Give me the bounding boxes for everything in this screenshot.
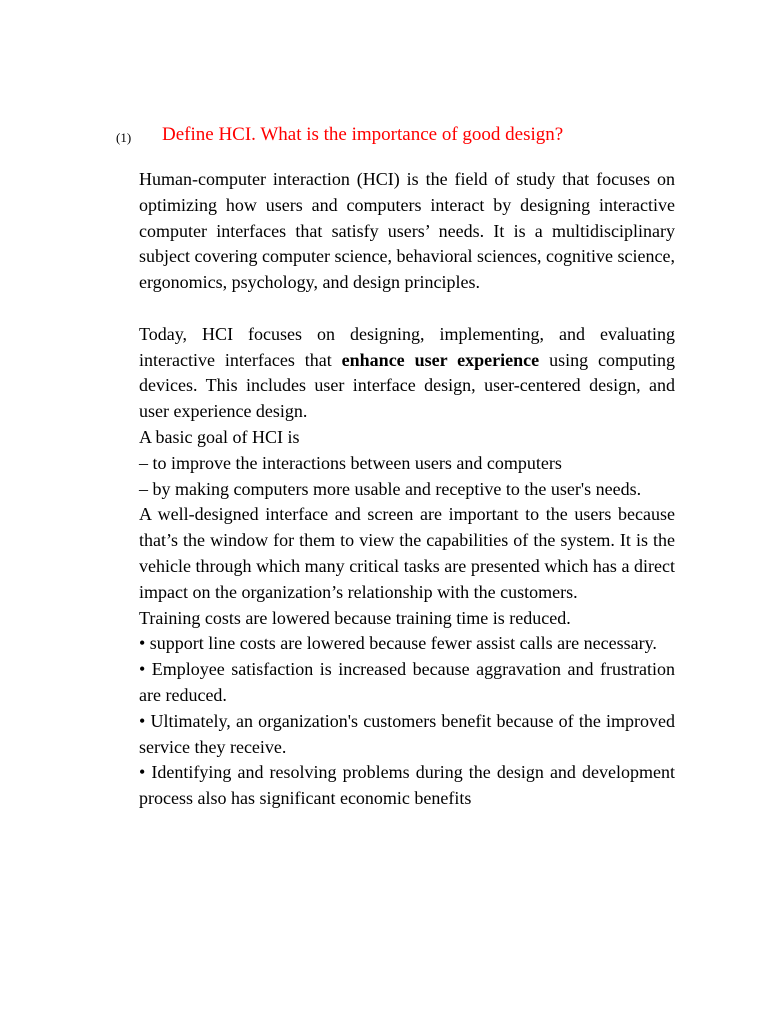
today-text-start: Today, HCI focuses on designing, implementing, and evaluating interactive interfaces that (139, 323, 675, 370)
answer-body (139, 167, 675, 812)
emphasis-text: enhance user experience (341, 349, 540, 370)
today-paragraph (139, 322, 675, 425)
bullet-item: • support line costs are lowered because fewer assist calls are necessary. (139, 633, 657, 654)
bullet-item: • Identifying and resolving problems during the design and development process also has significant economic benefits (139, 762, 675, 809)
bullet-item: • Employee satisfaction is increased because aggravation and frustration are reduced. (139, 659, 675, 705)
goal-item-2: – by making computers more usable and receptive to the user's needs. (139, 478, 642, 499)
training-costs-line: Training costs are lowered because training time is reduced. (139, 607, 571, 628)
question-number: (1) (116, 130, 132, 145)
goal-intro: A basic goal of HCI is (139, 426, 300, 447)
question-heading (116, 122, 716, 152)
question-text: Define HCI. What is the importance of good design? (162, 124, 564, 145)
today-text-end: using computing devices. This includes user interface design, user-centered design, and user experience design. (139, 349, 675, 422)
definition-paragraph: Human-computer interaction (HCI) is the field of study that focuses on optimizing how users and computers interact by designing interactive computer interfaces that satisfy users’ needs. It is a multidisciplinary subject covering computer science, behavioral sciences, cognitive science, ergonomics, psychology, and design principles. (139, 169, 675, 293)
goal-item-1: – to improve the interactions between users and computers (139, 452, 562, 473)
interface-importance-paragraph: A well-designed interface and screen are important to the users because that’s the window for them to view the capabilities of the system. It is the vehicle through which many critical tasks are presented which has a direct impact on the organization’s relationship with the customers. (139, 504, 675, 602)
bullet-item: • Ultimately, an organization's customers benefit because of the improved service they receive. (139, 710, 675, 757)
